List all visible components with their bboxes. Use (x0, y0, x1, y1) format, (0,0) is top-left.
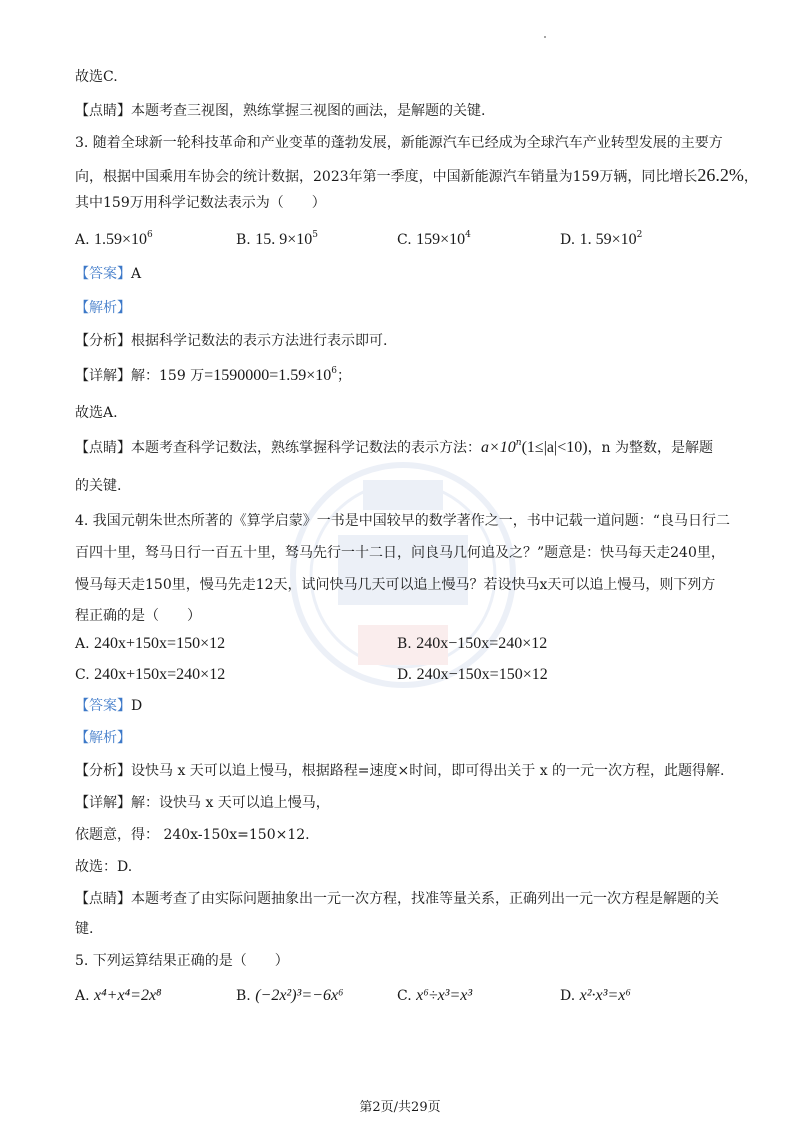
detail-tag: 【详解】 (75, 795, 131, 811)
analysis-text: 设快马 x 天可以追上慢马，根据路程=速度×时间，即可得出关于 x 的一元一次方程，此题得解. (131, 763, 725, 779)
option-value: x⁴+x⁴=2x⁸ (94, 987, 162, 1004)
option-value: 15. 9×10 (255, 231, 313, 248)
option-label: A. (75, 636, 90, 652)
comment-exponent: n (515, 438, 522, 448)
comment-tag: 【点睛】 (75, 891, 131, 907)
detail-tag: 【详解】 (75, 368, 131, 384)
option-value: x⁶÷x³=x³ (416, 987, 473, 1004)
detail-exponent: 6 (331, 366, 337, 376)
q4-option-c[interactable] (75, 663, 225, 687)
comment-text-2: ，n 为整数，是解题 (587, 440, 714, 456)
option-exponent: 2 (636, 230, 643, 240)
option-value: x²·x³=x⁶ (579, 987, 631, 1004)
question-4-line-3: 慢马每天走150里，慢马先走12天，试问快马几天可以追上慢马？若设快马x天可以追上慢马，则下列方 (75, 577, 716, 593)
detail-end: ； (336, 368, 351, 384)
growth-percent: 26.2% (697, 165, 744, 185)
comment-text: 本题考查三视图，熟练掌握三视图的画法，是解题的关键. (131, 103, 486, 119)
option-value: 1.59×10 (94, 231, 148, 248)
analysis-line-q3 (75, 330, 387, 352)
option-value: 240x−150x=240×12 (416, 635, 548, 652)
option-label: B. (236, 232, 251, 248)
comment-tag: 【点睛】 (75, 440, 131, 456)
detail-line-q3 (75, 365, 351, 387)
analysis-tag-q4: 【解析】 (75, 730, 131, 746)
q3-option-b[interactable] (236, 228, 318, 252)
choice-line-q3: 故选A. (75, 405, 118, 421)
q4-option-a[interactable] (75, 632, 225, 656)
detail-text: 解：设快马 x 天可以追上慢马， (131, 795, 330, 811)
equation-line-q4: 依题意，得： 240x-150x=150×12. (75, 827, 310, 843)
analysis-line-q4 (75, 760, 725, 782)
question-3-line-3: 其中159万用科学记数法表示为（ ） (75, 195, 326, 211)
question-3-text: 向，根据中国乘用车协会的统计数据，2023年第一季度，中国新能源汽车销量为159万辆，同比增长 (75, 169, 698, 185)
comment-math: a×10 (481, 439, 516, 456)
comment-line-q3 (75, 437, 713, 459)
q3-option-d[interactable] (560, 228, 642, 252)
comment-line-q4-cont: 键. (75, 921, 94, 937)
question-4-line-2: 百四十里，驽马日行一百五十里，驽马先行一十二日，问良马几何追及之？”题意是：快马每天走240里， (75, 545, 725, 561)
conclusion-line: 故选C. (75, 69, 118, 85)
option-label: D. (560, 988, 576, 1004)
option-label: B. (397, 636, 412, 652)
option-label: D. (560, 232, 576, 248)
option-value: (−2x²)³=−6x⁶ (255, 987, 344, 1004)
option-value: 159×10 (416, 231, 466, 248)
q3-option-c[interactable] (397, 228, 471, 252)
answer-tag: 【答案】 (75, 266, 131, 282)
q5-option-b[interactable] (236, 984, 344, 1008)
answer-tag: 【答案】 (75, 698, 131, 714)
comment-line-q3-cont: 的关键. (75, 478, 122, 494)
option-label: C. (75, 667, 90, 683)
comment-text: 本题考查了由实际问题抽象出一元一次方程，找准等量关系，正确列出一元一次方程是解题的关 (131, 891, 719, 907)
detail-math: =1590000=1.59×10 (204, 367, 332, 384)
option-value: 240x−150x=150×12 (416, 666, 548, 683)
answer-value: D (131, 698, 143, 714)
comment-line-q4 (75, 888, 719, 910)
option-label: C. (397, 988, 412, 1004)
analysis-tag-q3: 【解析】 (75, 300, 131, 316)
q4-option-b[interactable] (397, 632, 547, 656)
analysis-tag: 【分析】 (75, 763, 131, 779)
answer-value: A (131, 266, 142, 282)
question-4-line-4: 程正确的是（ ） (75, 608, 201, 624)
q4-option-d[interactable] (397, 663, 548, 687)
page-footer: 第2页/共29页 (359, 1100, 441, 1115)
comment-math-range: (1≤|a|<10) (521, 439, 588, 456)
answer-line-q3 (75, 263, 141, 285)
detail-text: 解：159 万 (131, 368, 205, 384)
question-5-line: 5. 下列运算结果正确的是（ ） (75, 953, 289, 969)
stray-mark (544, 36, 546, 38)
option-label: C. (397, 232, 412, 248)
q5-option-d[interactable] (560, 984, 631, 1008)
option-value: 240x+150x=150×12 (94, 635, 226, 652)
option-label: D. (397, 667, 413, 683)
option-value: 240x+150x=240×12 (94, 666, 226, 683)
question-3-line-2: 向，根据中国乘用车协会的统计数据，2023年第一季度，中国新能源汽车销量为159万辆，同比增长26.2%， (75, 165, 758, 185)
q5-option-c[interactable] (397, 984, 472, 1008)
option-exponent: 5 (312, 230, 318, 240)
comment-line-q2 (75, 100, 485, 122)
comment-text: 本题考查科学记数法，熟练掌握科学记数法的表示方法： (131, 440, 481, 456)
comment-tag: 【点睛】 (75, 103, 131, 119)
option-exponent: 4 (465, 230, 471, 240)
detail-line-q4 (75, 792, 330, 814)
option-label: B. (236, 988, 251, 1004)
option-label: A. (75, 988, 90, 1004)
option-value: 1. 59×10 (579, 231, 637, 248)
answer-line-q4 (75, 695, 142, 717)
analysis-text: 根据科学记数法的表示方法进行表示即可. (131, 333, 388, 349)
option-label: A. (75, 232, 90, 248)
choice-line-q4: 故选：D. (75, 859, 133, 875)
analysis-tag: 【分析】 (75, 333, 131, 349)
q5-option-a[interactable] (75, 984, 162, 1008)
option-exponent: 6 (147, 230, 153, 240)
question-3-line-1: 3. 随着全球新一轮科技革命和产业变革的蓬勃发展，新能源汽车已经成为全球汽车产业转型发展的主要方 (75, 135, 723, 151)
question-4-line-1: 4. 我国元朝朱世杰所著的《算学启蒙》一书是中国较早的数学著作之一，书中记载一道问题：“良马日行二 (75, 513, 730, 529)
q3-option-a[interactable] (75, 228, 153, 252)
